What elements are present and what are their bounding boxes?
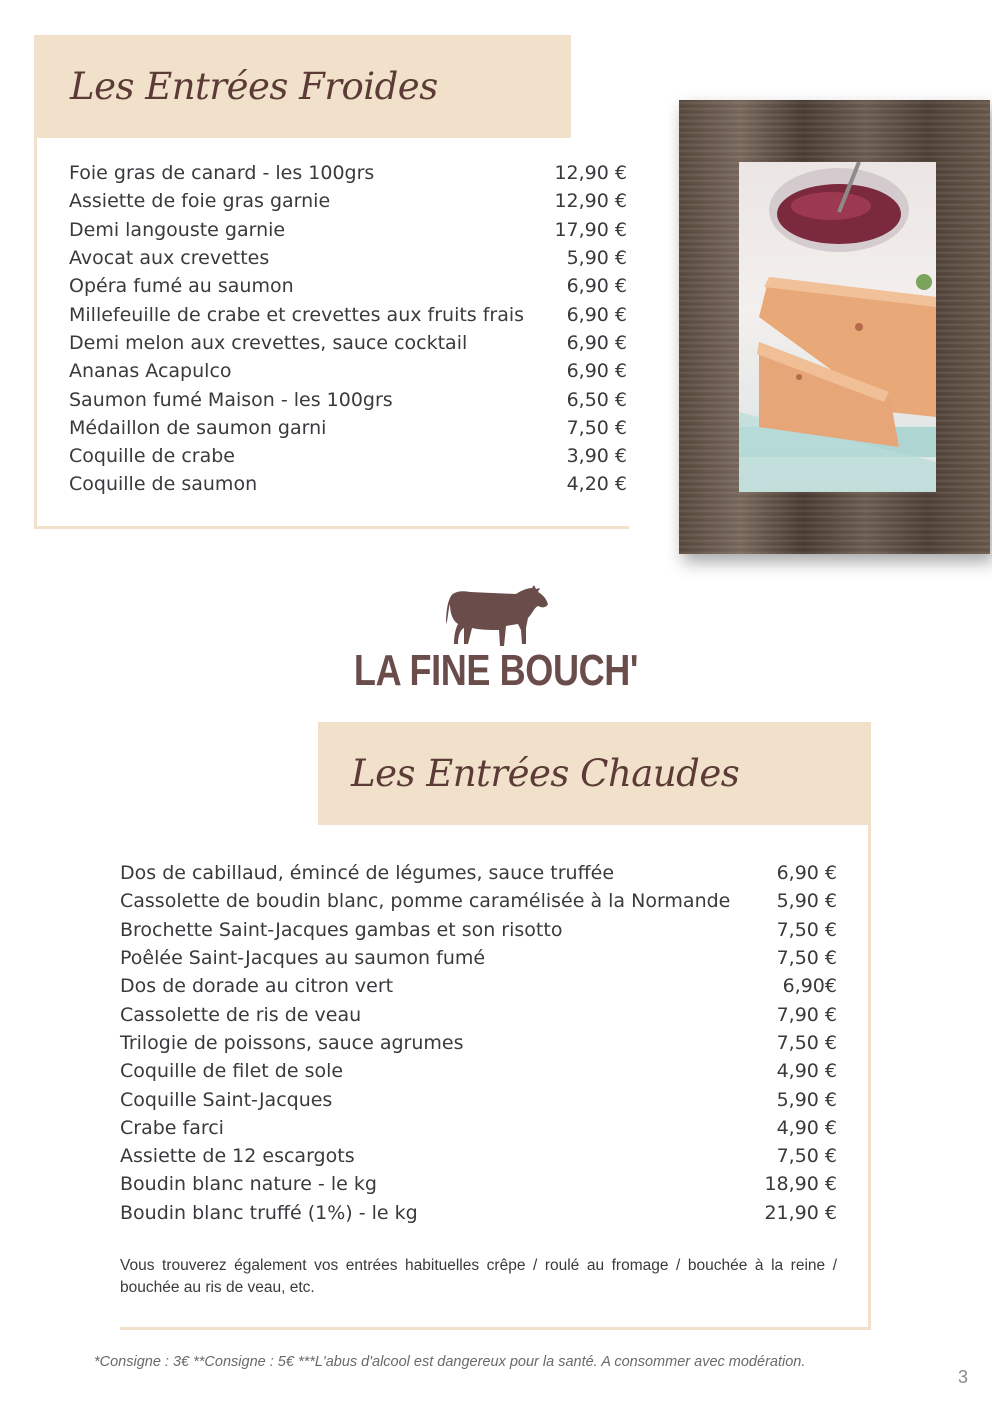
menu-item-price: 6,90€ — [782, 975, 837, 998]
menu-item — [120, 916, 837, 944]
menu-item-name: Demi langouste garnie — [69, 218, 286, 241]
menu-item-price: 17,90 € — [554, 218, 627, 241]
menu-item-name: Dos de dorade au citron vert — [120, 975, 394, 998]
menu-item-price: 7,50 € — [776, 918, 837, 941]
menu-item — [69, 216, 627, 244]
menu-item-name: Coquille de crabe — [69, 445, 235, 468]
menu-item-price: 7,50 € — [566, 416, 627, 439]
menu-item — [120, 1057, 837, 1085]
menu-item-name: Trilogie de poissons, sauce agrumes — [120, 1031, 464, 1054]
menu-item — [69, 414, 627, 442]
menu-item-price: 6,50 € — [566, 388, 627, 411]
menu-item-name: Boudin blanc truffé (1%) - le kg — [120, 1201, 418, 1224]
hot-section-header — [318, 722, 871, 825]
menu-item-price: 5,90 € — [566, 247, 627, 270]
menu-item-price: 12,90 € — [554, 162, 627, 185]
menu-item — [120, 1029, 837, 1057]
menu-item-name: Dos de cabillaud, émincé de légumes, sauce truffée — [120, 862, 615, 885]
menu-item — [69, 244, 627, 272]
menu-item-name: Foie gras de canard - les 100grs — [69, 162, 375, 185]
menu-item — [69, 159, 627, 187]
foie-gras-illustration — [739, 162, 936, 492]
menu-item-price: 7,90 € — [776, 1003, 837, 1026]
menu-item — [120, 972, 837, 1000]
menu-item — [120, 1114, 837, 1142]
menu-item-name: Millefeuille de crabe et crevettes aux fruits frais — [69, 303, 525, 326]
menu-item-price: 4,90 € — [776, 1116, 837, 1139]
footer-disclaimer: *Consigne : 3€ **Consigne : 5€ ***L'abus d'alcool est dangereux pour la santé. A consommer avec modération. — [94, 1354, 806, 1370]
menu-item-name: Boudin blanc nature - le kg — [120, 1173, 377, 1196]
menu-note: Vous trouverez également vos entrées habituelles crêpe / roulé au fromage / bouchée à la reine / bouchée au ris de veau, etc. — [120, 1257, 837, 1296]
hot-section-title: Les Entrées Chaudes — [351, 752, 740, 795]
menu-item-price: 7,50 € — [776, 947, 837, 970]
menu-item-price: 5,90 € — [776, 1088, 837, 1111]
menu-item-name: Cassolette de boudin blanc, pomme caramélisée à la Normande — [120, 890, 731, 913]
menu-item-price: 7,50 € — [776, 1145, 837, 1168]
menu-item-name: Crabe farci — [120, 1116, 224, 1139]
menu-item — [69, 329, 627, 357]
menu-item — [120, 1142, 837, 1170]
menu-item-name: Coquille de saumon — [69, 473, 258, 496]
menu-item — [69, 442, 627, 470]
menu-item-price: 6,90 € — [566, 303, 627, 326]
foie-gras-photo — [739, 162, 936, 492]
menu-item-price: 4,90 € — [776, 1060, 837, 1083]
menu-item — [69, 300, 627, 328]
menu-item-price: 18,90 € — [764, 1173, 837, 1196]
cold-section-title: Les Entrées Froides — [70, 65, 438, 108]
hot-menu-list — [120, 859, 837, 1227]
restaurant-logo-text: LA FINE BOUCH' — [353, 646, 639, 695]
menu-item-name: Brochette Saint-Jacques gambas et son risotto — [120, 918, 563, 941]
cold-section-header — [34, 35, 571, 138]
cold-menu-list — [69, 159, 627, 499]
menu-item-name: Médaillon de saumon garni — [69, 416, 327, 439]
menu-item-price: 3,90 € — [566, 445, 627, 468]
menu-item-name: Avocat aux crevettes — [69, 247, 270, 270]
menu-item — [69, 272, 627, 300]
menu-item-name: Coquille de filet de sole — [120, 1060, 344, 1083]
menu-item — [120, 1085, 837, 1113]
menu-item-price: 5,90 € — [776, 890, 837, 913]
page-number: 3 — [958, 1367, 969, 1387]
menu-item — [120, 859, 837, 887]
menu-item — [120, 1000, 837, 1028]
menu-item-price: 6,90 € — [566, 275, 627, 298]
menu-item — [120, 944, 837, 972]
menu-item-price: 7,50 € — [776, 1031, 837, 1054]
menu-item — [120, 1170, 837, 1198]
menu-item-name: Saumon fumé Maison - les 100grs — [69, 388, 393, 411]
cow-icon — [446, 584, 550, 650]
menu-item-name: Assiette de 12 escargots — [120, 1145, 355, 1168]
menu-item-price: 21,90 € — [764, 1201, 837, 1224]
menu-item-name: Assiette de foie gras garnie — [69, 190, 331, 213]
menu-item — [69, 187, 627, 215]
menu-item — [69, 357, 627, 385]
menu-item-name: Poêlée Saint-Jacques au saumon fumé — [120, 947, 486, 970]
menu-item-price: 6,90 € — [776, 862, 837, 885]
menu-item — [69, 385, 627, 413]
framed-photo — [679, 100, 990, 554]
menu-item — [120, 1199, 837, 1227]
menu-item-price: 12,90 € — [554, 190, 627, 213]
menu-item-price: 6,90 € — [566, 331, 627, 354]
menu-item-name: Coquille Saint-Jacques — [120, 1088, 333, 1111]
menu-item-price: 4,20 € — [566, 473, 627, 496]
menu-item-name: Ananas Acapulco — [69, 360, 232, 383]
menu-item-name: Demi melon aux crevettes, sauce cocktail — [69, 331, 468, 354]
menu-item — [120, 887, 837, 915]
menu-item — [69, 470, 627, 498]
menu-item-name: Opéra fumé au saumon — [69, 275, 294, 298]
menu-item-name: Cassolette de ris de veau — [120, 1003, 362, 1026]
menu-item-price: 6,90 € — [566, 360, 627, 383]
